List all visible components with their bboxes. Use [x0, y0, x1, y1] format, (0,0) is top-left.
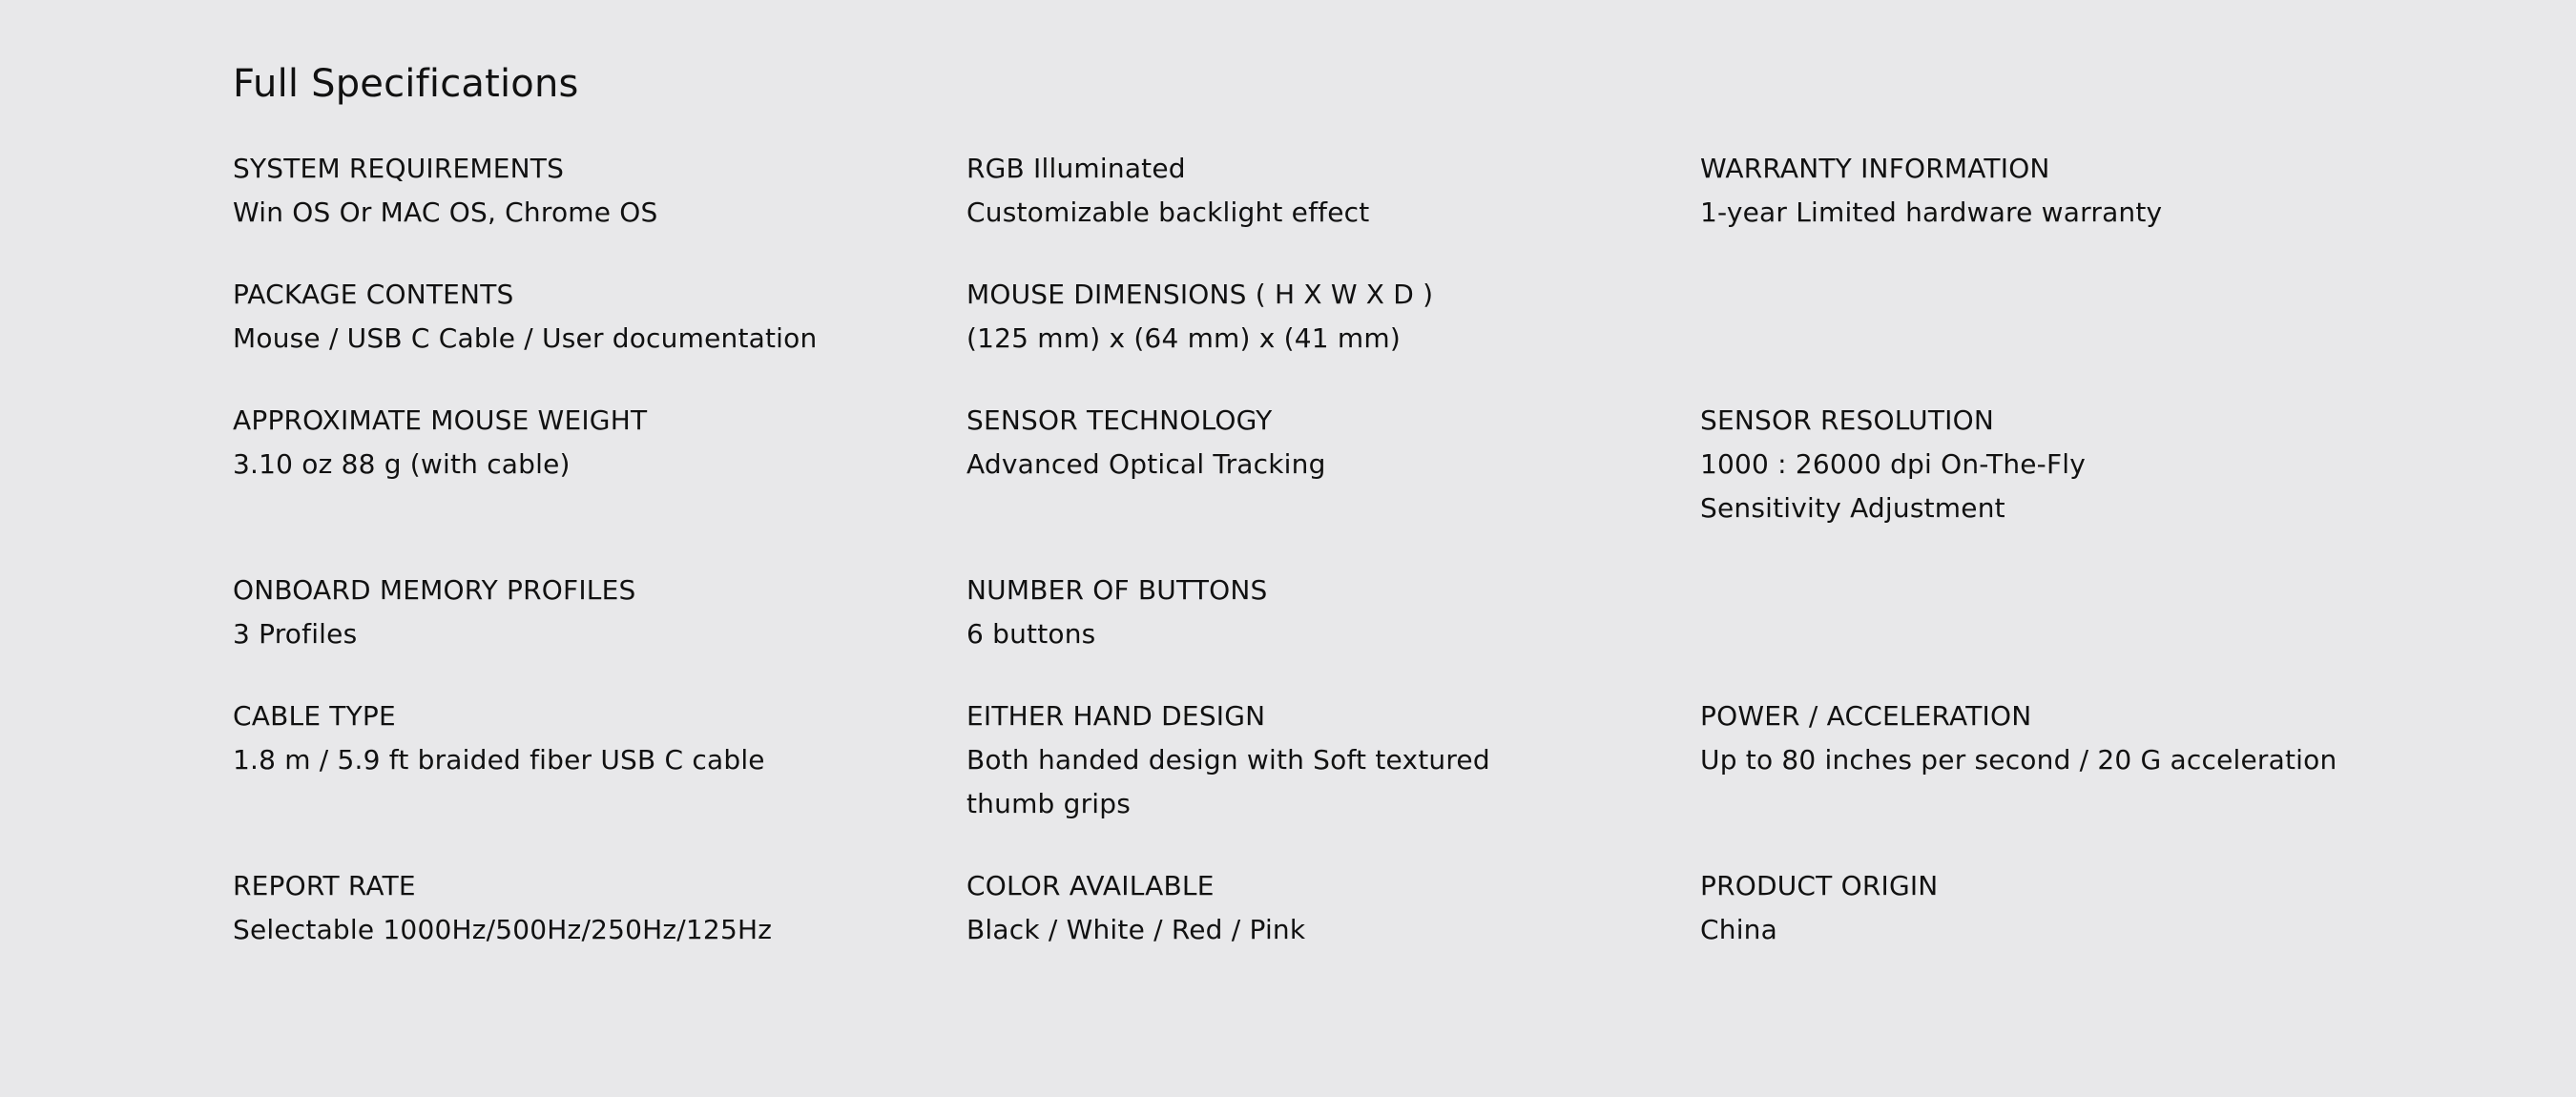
spec-label: SENSOR RESOLUTION	[1700, 404, 1994, 436]
spec-label: SYSTEM REQUIREMENTS	[233, 153, 565, 184]
spec-value: Selectable 1000Hz/500Hz/250Hz/125Hz	[233, 914, 773, 945]
spec-label: APPROXIMATE MOUSE WEIGHT	[233, 404, 648, 436]
spec-item-mouse-dimensions	[966, 273, 1700, 399]
spec-label: PRODUCT ORIGIN	[1700, 870, 1939, 901]
spec-value: Both handed design with Soft textured thumb grips	[966, 744, 1490, 819]
spec-label: POWER / ACCELERATION	[1700, 700, 2032, 732]
spec-label: NUMBER OF BUTTONS	[966, 574, 1268, 606]
spec-item-approximate-mouse-weight	[233, 399, 966, 569]
spec-value: Advanced Optical Tracking	[966, 448, 1326, 480]
spec-item-cable-type	[233, 694, 966, 864]
spec-item-color-available	[966, 864, 1700, 990]
specifications-section	[233, 59, 2351, 990]
spec-label: REPORT RATE	[233, 870, 416, 901]
spec-label: WARRANTY INFORMATION	[1700, 153, 2050, 184]
spec-label: PACKAGE CONTENTS	[233, 279, 514, 310]
spec-value: (125 mm) x (64 mm) x (41 mm)	[966, 322, 1401, 354]
spec-item-warranty-information	[1700, 147, 2351, 273]
spec-label: EITHER HAND DESIGN	[966, 700, 1266, 732]
spec-label: RGB Illuminated	[966, 153, 1186, 184]
spec-label: CABLE TYPE	[233, 700, 396, 732]
spec-value: 3 Profiles	[233, 618, 358, 650]
spec-value: Mouse / USB C Cable / User documentation	[233, 322, 818, 354]
spec-label: MOUSE DIMENSIONS ( H X W X D )	[966, 279, 1434, 310]
specifications-grid	[233, 147, 2351, 990]
spec-value: Win OS Or MAC OS, Chrome OS	[233, 197, 658, 228]
spec-item-sensor-technology	[966, 399, 1700, 569]
spec-value: 1-year Limited hardware warranty	[1700, 197, 2163, 228]
spec-value: 1000 : 26000 dpi On-The-Fly Sensitivity Adjustment	[1700, 448, 2087, 524]
spec-label: SENSOR TECHNOLOGY	[966, 404, 1273, 436]
spec-value: Up to 80 inches per second / 20 G acceleration	[1700, 744, 2337, 776]
spec-label: ONBOARD MEMORY PROFILES	[233, 574, 636, 606]
spec-item-report-rate	[233, 864, 966, 990]
spec-item-empty	[1700, 273, 2351, 399]
spec-value: 3.10 oz 88 g (with cable)	[233, 448, 571, 480]
spec-item-onboard-memory-profiles	[233, 569, 966, 694]
spec-value: China	[1700, 914, 1777, 945]
spec-value: Black / White / Red / Pink	[966, 914, 1306, 945]
spec-item-sensor-resolution	[1700, 399, 2234, 569]
spec-value: 6 buttons	[966, 618, 1096, 650]
spec-item-system-requirements	[233, 147, 966, 273]
spec-item-rgb-illuminated	[966, 147, 1700, 273]
spec-value: 1.8 m / 5.9 ft braided fiber USB C cable	[233, 744, 765, 776]
spec-item-empty	[1700, 569, 2351, 694]
section-title: Full Specifications	[233, 62, 579, 106]
spec-label: COLOR AVAILABLE	[966, 870, 1215, 901]
spec-value: Customizable backlight effect	[966, 197, 1370, 228]
spec-item-power-acceleration	[1700, 694, 2351, 864]
spec-item-either-hand-design	[966, 694, 1587, 864]
spec-item-product-origin	[1700, 864, 2351, 990]
spec-item-number-of-buttons	[966, 569, 1700, 694]
spec-item-package-contents	[233, 273, 966, 399]
